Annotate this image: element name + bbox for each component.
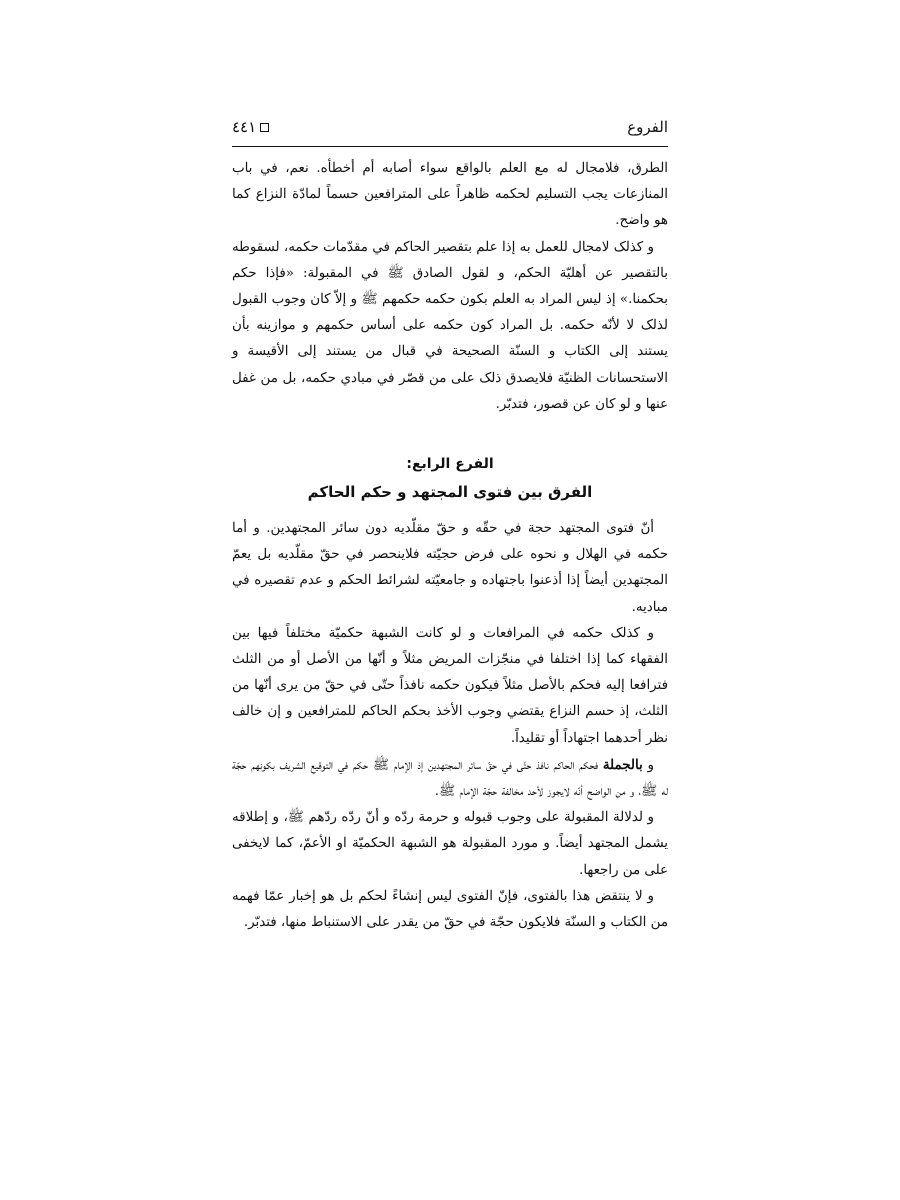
paragraph: و لا ينتقض هذا بالفتوى، فإنّ الفتوى ليس إنشاءً لحكم بل هو إخبار عمّا فهمه من الكتاب و السنّة فلايكون حجّة في حقّ من يقدر على الاستنباط منها، فتدبّر. [232, 888, 668, 931]
page-number: ٤٤١ [232, 118, 257, 136]
page-number-block [232, 118, 269, 136]
paragraph: الطرق، فلامجال له مع العلم بالواقع سواء أصابه أم أخطأه. نعم، في باب المنازعات يجب التسليم لحكمه ظاهراً على المترافعين حسماً لمادّة النزاع كما هو واضح. [232, 161, 668, 229]
paragraph-prefix: و [642, 757, 654, 773]
paragraph-rest: فحكم الحاكم نافذ حتّى في حقّ سائر المجتهدين إذ الإمام ﷺ حكم في التوقيع الشريف بكونهم حجّة له ﷺ، و من الواضح أنّه لايجوز لأحد مخالفة حجّة الإمام ﷺ. [232, 757, 668, 800]
section-title: الفرق بين فتوى المجتهد و حكم الحاكم [307, 483, 593, 502]
body-text [232, 156, 668, 936]
paragraph: و كذلک لامجال للعمل به إذا علم بتقصير الحاكم في مقدّمات حكمه، لسقوطه بالتقصير عن أهليّة الحكم، و لقول الصادق ﷺ في المقبولة: «فإذا حكم بحكمنا.» إذ ليس المراد به العلم بكون حكمه حكمهم ﷺ و إلاّ كان وجوب القبول لذلک لا لأنّه حكمه. بل المراد كون حكمه على أساس حكمهم و موازينه بأن يستند إلى الكتاب و السنّة الصحيحة في قبال من يستند إلى الأقيسة و الاستحسانات الظنيّة فلايصدق ذلک على من قصّر في مبادي حكمه، بل من غفل عنها و لو كان عن قصور، فتدبّر. [232, 239, 668, 412]
header-rule [232, 146, 668, 147]
bold-phrase: بالجملة [602, 756, 643, 773]
running-title: الفروع [627, 118, 668, 136]
paragraph: و كذلک حكمه في المرافعات و لو كانت الشبهة حكميّة مختلفاً فيها بين الفقهاء كما إذا اختلفا في منجّزات المريض مثلاً و أنّها من الأصل أو من الثلث فترافعا إليه فحكم بالأصل مثلاً فيكون حكمه نافذاً حتّى في حقّ من يرى أنّها من الثلث، إذ حسم النزاع يقتضي وجوب الأخذ بحكم الحاكم للمترافعين و إن خالف نظر أحدهما اجتهاداً أو تقليداً. [232, 625, 668, 746]
paragraph: أنّ فتوى المجتهد حجة في حقّه و حقّ مقلّديه دون سائر المجتهدين. و أما حكمه في الهلال و نحوه على فرض حجيّته فلاينحصر في حقّ مقلّديه بل يعمّ المجتهدين أيضاً إذا أذعنوا باجتهاده و جامعيّته لشرائط الحكم و عدم تقصيره في مباديه. [232, 521, 668, 615]
paragraph: و لدلالة المقبولة على وجوب قبوله و حرمة ردّه و أنّ ردّه ردّهم ﷺ، و إطلاقه يشمل المجتهد أيضاً. و مورد المقبولة هو الشبهة الحكميّة او الأعمّ، كما لايخفى على من راجعها. [232, 810, 668, 878]
square-ornament-icon [260, 123, 269, 132]
running-header [232, 116, 668, 144]
section-label: الفرع الرابع: [406, 456, 494, 473]
paragraph [232, 752, 668, 805]
